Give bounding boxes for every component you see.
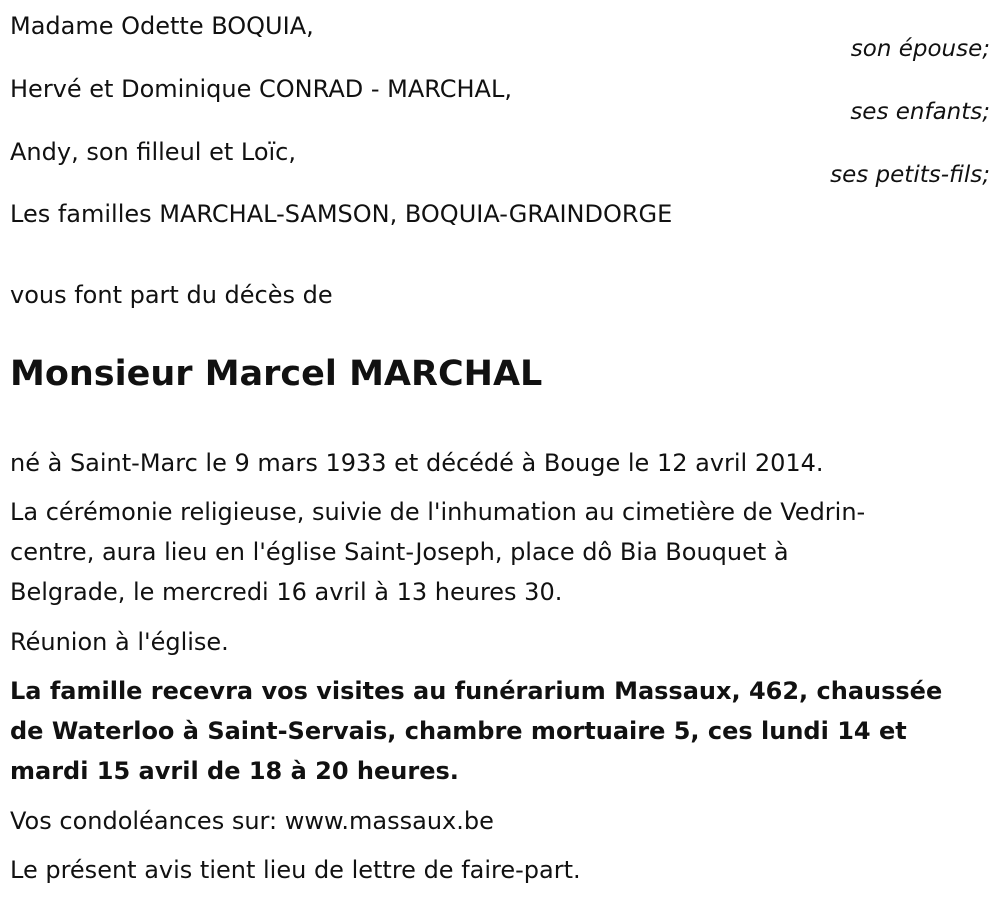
role-children: ses enfants;	[850, 99, 990, 125]
meeting-text: Réunion à l'église.	[10, 628, 229, 656]
visits-line: de Waterloo à Saint-Servais, chambre mortuaire 5, ces lundi 14 et	[10, 717, 907, 745]
family-member-grandchildren: Andy, son filleul et Loïc,	[10, 138, 297, 166]
condolences-text: Vos condoléances sur: www.massaux.be	[10, 807, 494, 835]
family-member-children: Hervé et Dominique CONRAD - MARCHAL,	[10, 75, 512, 103]
visits-paragraph	[10, 671, 985, 791]
visits-line: La famille recevra vos visites au funérarium Massaux, 462, chaussée	[10, 677, 943, 705]
role-grandchildren: ses petits-fils;	[830, 162, 990, 188]
death-notice	[10, 0, 990, 905]
visits-line: mardi 15 avril de 18 à 20 heures.	[10, 757, 459, 785]
closing-text: Le présent avis tient lieu de lettre de faire-part.	[10, 856, 581, 884]
family-member-spouse: Madame Odette BOQUIA,	[10, 12, 314, 40]
ceremony-paragraph	[10, 492, 985, 612]
role-spouse: son épouse;	[850, 36, 990, 62]
ceremony-line: centre, aura lieu en l'église Saint-Joseph, place dô Bia Bouquet à	[10, 538, 789, 566]
ceremony-line: Belgrade, le mercredi 16 avril à 13 heures 30.	[10, 578, 563, 606]
deceased-name: Monsieur Marcel MARCHAL	[10, 354, 543, 394]
intro-text: vous font part du décès de	[10, 281, 333, 309]
birth-death-text: né à Saint-Marc le 9 mars 1933 et décédé à Bouge le 12 avril 2014.	[10, 449, 824, 477]
ceremony-line: La cérémonie religieuse, suivie de l'inhumation au cimetière de Vedrin-	[10, 498, 866, 526]
family-member-families: Les familles MARCHAL-SAMSON, BOQUIA-GRAINDORGE	[10, 200, 673, 228]
